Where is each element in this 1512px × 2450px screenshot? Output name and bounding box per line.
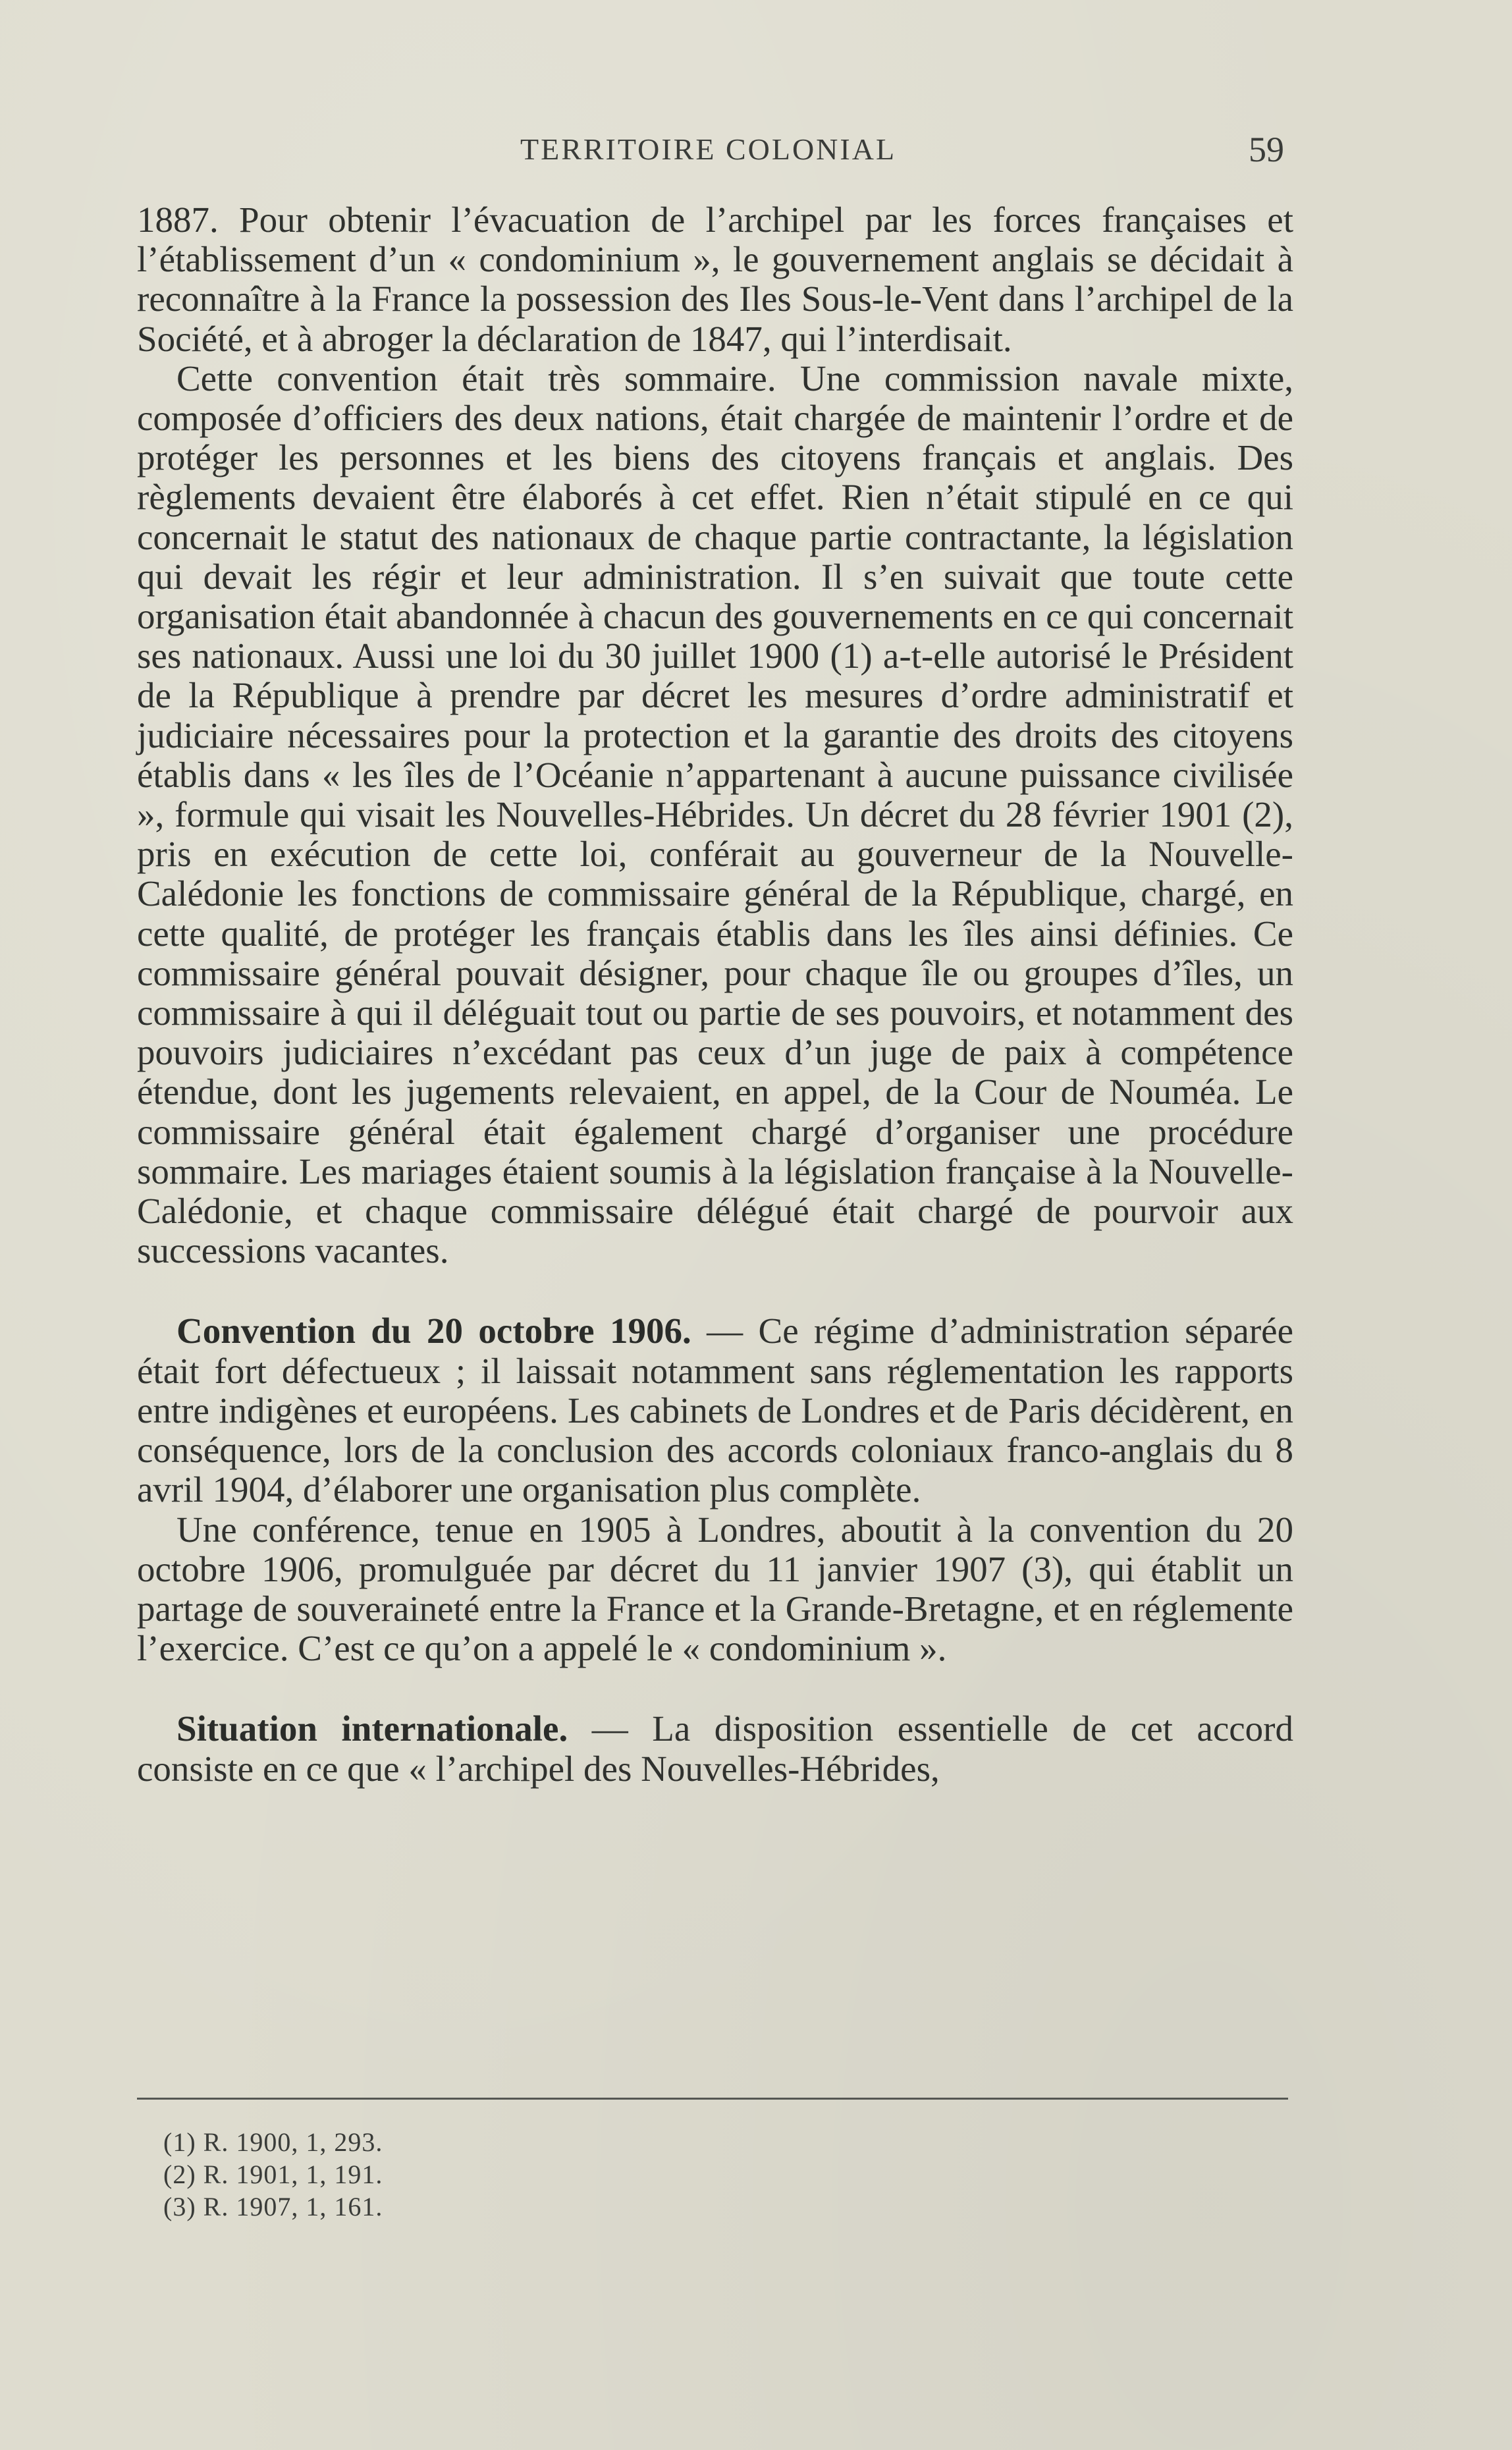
paragraph-convention-1906-text: — Ce régime d’administration séparée était fort défectueux ; il laissait notamment sans réglementation les rapports entre indigènes et européens. Les cabinets de Londres et de Paris décidèrent, en conséquence, lors de la conclusion des accords coloniaux franco-anglais du 8 avril 1904, d’élaborer une organisation plus complète. bbox=[137, 1311, 1293, 1510]
paragraph-conference-london: Une conférence, tenue en 1905 à Londres, aboutit à la convention du 20 octobre 1906, promulguée par décret du 11 janvier 1907 (3), qui établit un partage de souveraineté entre la France et la Grande-Bretagne, et en réglemente l’exercice. C’est ce qu’on a appelé le « condominium ». bbox=[137, 1509, 1293, 1669]
paragraph-international-situation bbox=[137, 1709, 1293, 1788]
paragraph-international-situation-text: — La disposition essentielle de cet accord consiste en ce que « l’archipel des Nouvelles-Hébrides, bbox=[137, 1708, 1293, 1789]
page-number: 59 bbox=[1249, 130, 1284, 169]
paragraph-convention-1906 bbox=[137, 1311, 1293, 1510]
running-title: TERRITOIRE COLONIAL bbox=[520, 132, 897, 166]
footnote-3: (3) R. 1907, 1, 161. bbox=[163, 2192, 383, 2221]
footnotes bbox=[163, 2126, 383, 2223]
section-heading-convention: Convention du 20 octobre 1906. bbox=[176, 1311, 691, 1351]
section-gap bbox=[137, 1270, 1293, 1311]
paragraph-convention-summary: Cette convention était très sommaire. Une commission navale mixte, composée d’officiers des deux nations, était chargée de maintenir l’ordre et de protéger les personnes et les biens des citoyens français et anglais. Des règlements devaient être élaborés à cet effet. Rien n’était stipulé en ce qui concernait le statut des nationaux de chaque partie contractante, la législation qui devait les régir et leur administration. Il s’en suivait que toute cette organisation était abandonnée à chacun des gouvernements en ce qui concernait ses nationaux. Aussi une loi du 30 juillet 1900 (1) a-t-elle autorisé le Président de la République à prendre par décret les mesures d’ordre administratif et judiciaire nécessaires pour la protection et la garantie des droits des citoyens établis dans « les îles de l’Océanie n’appartenant à aucune puissance civilisée », formule qui visait les Nouvelles-Hébrides. Un décret du 28 février 1901 (2), pris en exécution de cette loi, conférait au gouverneur de la Nouvelle-Calédonie les fonctions de commissaire général de la République, chargé, en cette qualité, de protéger les français établis dans les îles ainsi définies. Ce commissaire général pouvait désigner, pour chaque île ou groupes d’îles, un commissaire à qui il déléguait tout ou partie de ses pouvoirs, et notamment des pouvoirs judiciaires n’excédant pas ceux d’un juge de paix à compétence étendue, dont les jugements relevaient, en appel, de la Cour de Nouméa. Le commissaire général était également chargé d’organiser une procédure sommaire. Les mariages étaient soumis à la législation française à la Nouvelle-Calédonie, et chaque commissaire délégué était chargé de pourvoir aux successions vacantes. bbox=[137, 358, 1293, 1271]
section-gap bbox=[137, 1668, 1293, 1709]
footnote-2: (2) R. 1901, 1, 191. bbox=[163, 2160, 383, 2189]
paragraph-continuation: 1887. Pour obtenir l’évacuation de l’archipel par les forces françaises et l’établissement d’un « condominium », le gouvernement anglais se décidait à reconnaître à la France la possession des Iles Sous-le-Vent dans l’archipel de la Société, et à abroger la déclaration de 1847, qui l’interdisait. bbox=[137, 200, 1293, 359]
body-text bbox=[137, 200, 1293, 1789]
footnote-1: (1) R. 1900, 1, 293. bbox=[163, 2127, 383, 2157]
section-heading-situation: Situation internationale. bbox=[176, 1708, 568, 1749]
footnote-separator bbox=[137, 2098, 1288, 2100]
